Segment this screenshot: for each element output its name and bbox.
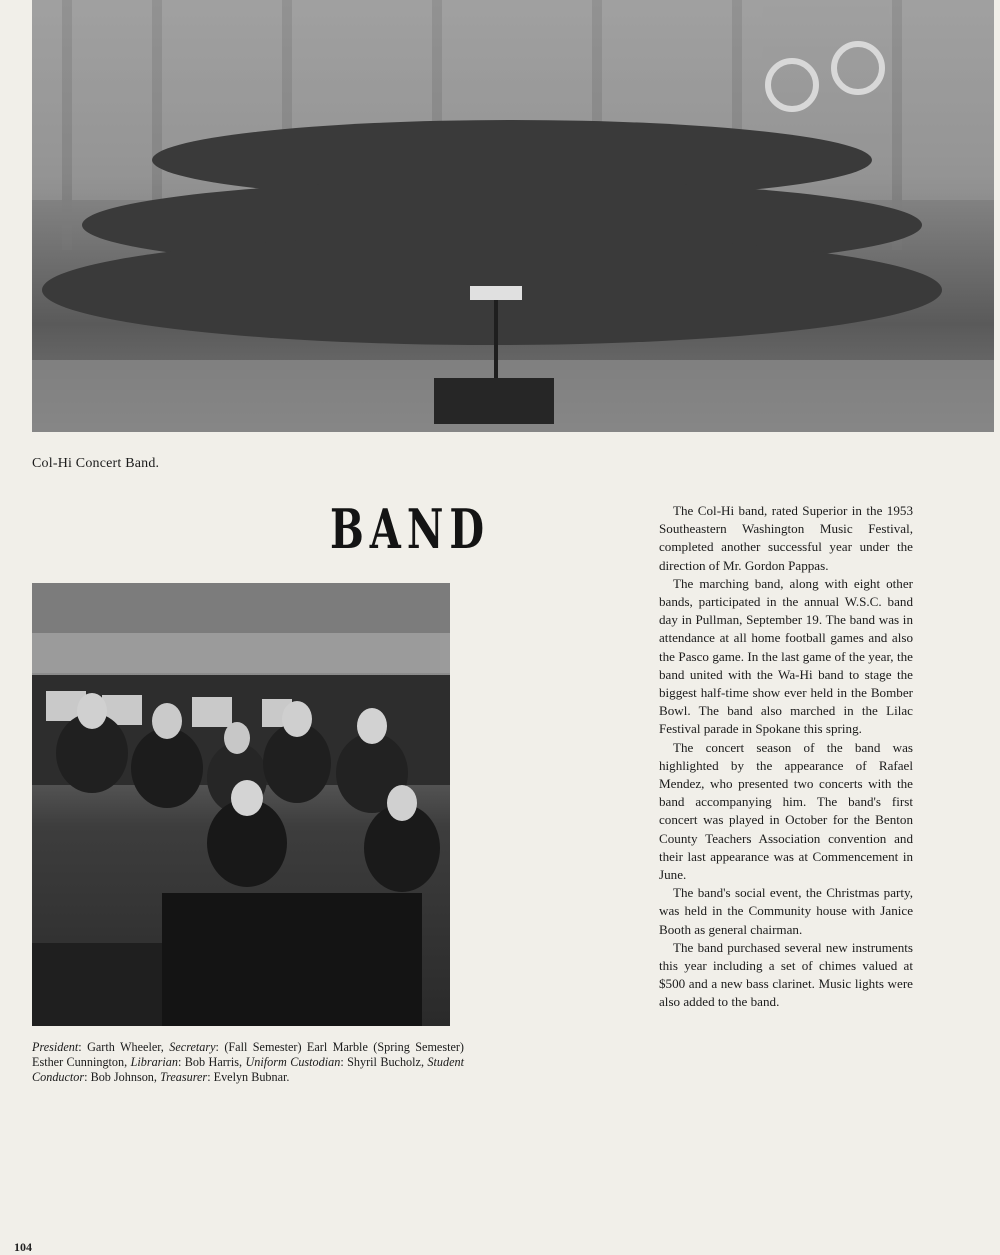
officer-role-student-conductor: Student Conductor (32, 1055, 464, 1084)
concert-band-image (32, 0, 994, 432)
officers-caption (32, 1040, 464, 1085)
article-paragraph: The concert season of the band was highlighted by the appearance of Rafael Mendez, who presented two concerts with the band accompanying him. The band's first concert was played in October for the Benton County Teachers Association convention and their last appearance was at Commencement in June. (659, 739, 913, 883)
officer-names-secretary: : (Fall Semester) Earl Marble (Spring Semester) Esther Cunnington, (32, 1040, 464, 1069)
officer-role-president: President (32, 1040, 79, 1054)
band-members (42, 120, 942, 345)
officer-names-president: : Garth Wheeler, (78, 1040, 170, 1054)
article-paragraph: The band's social event, the Christmas party, was held in the Community house with Janice Booth as general chairman. (659, 885, 913, 937)
band-officers-image (32, 583, 450, 1026)
article-paragraph: The Col-Hi band, rated Superior in the 1953 Southeastern Washington Music Festival, completed another successful year under the direction of Mr. Gordon Pappas. (659, 503, 913, 573)
officer-names-uniform-custodian: : Shyril Bucholz, (340, 1055, 428, 1069)
band-officers-photo (32, 583, 450, 1026)
officer-names-treasurer: : Evelyn Bubnar. (207, 1070, 290, 1084)
conductor-stand (470, 286, 522, 300)
page-number: 104 (14, 1240, 32, 1254)
officer-role-librarian: Librarian (130, 1055, 178, 1069)
concert-band-photo (32, 0, 994, 432)
desk (162, 893, 422, 1026)
article-paragraph: The band purchased several new instruments this year including a set of chimes valued at $500 and a new bass clarinet. Music lights were also added to the band. (659, 939, 913, 1010)
article-body (659, 502, 913, 1012)
concert-band-caption: Col-Hi Concert Band. (32, 456, 160, 471)
officer-role-secretary: Secretary (169, 1040, 216, 1054)
officer-names-librarian: : Bob Harris, (178, 1055, 246, 1069)
article-paragraph: The marching band, along with eight other bands, participated in the annual W.S.C. band day in Pullman, September 19. The band was in attendance at all home football games and also the Pasco game. In the last game of the year, the band united with the Wa-Hi band to stage the biggest half-time show ever held in the Bomber Bowl. The band also marched in the Lilac Festival parade in Spokane this spring. (659, 575, 913, 737)
officer-role-uniform-custodian: Uniform Custodian (245, 1055, 341, 1069)
officer-role-treasurer: Treasurer (160, 1070, 208, 1084)
officer-names-student-conductor: : Bob Johnson, (84, 1070, 160, 1084)
section-heading: BAND (330, 498, 491, 562)
conductor-podium (434, 378, 554, 424)
